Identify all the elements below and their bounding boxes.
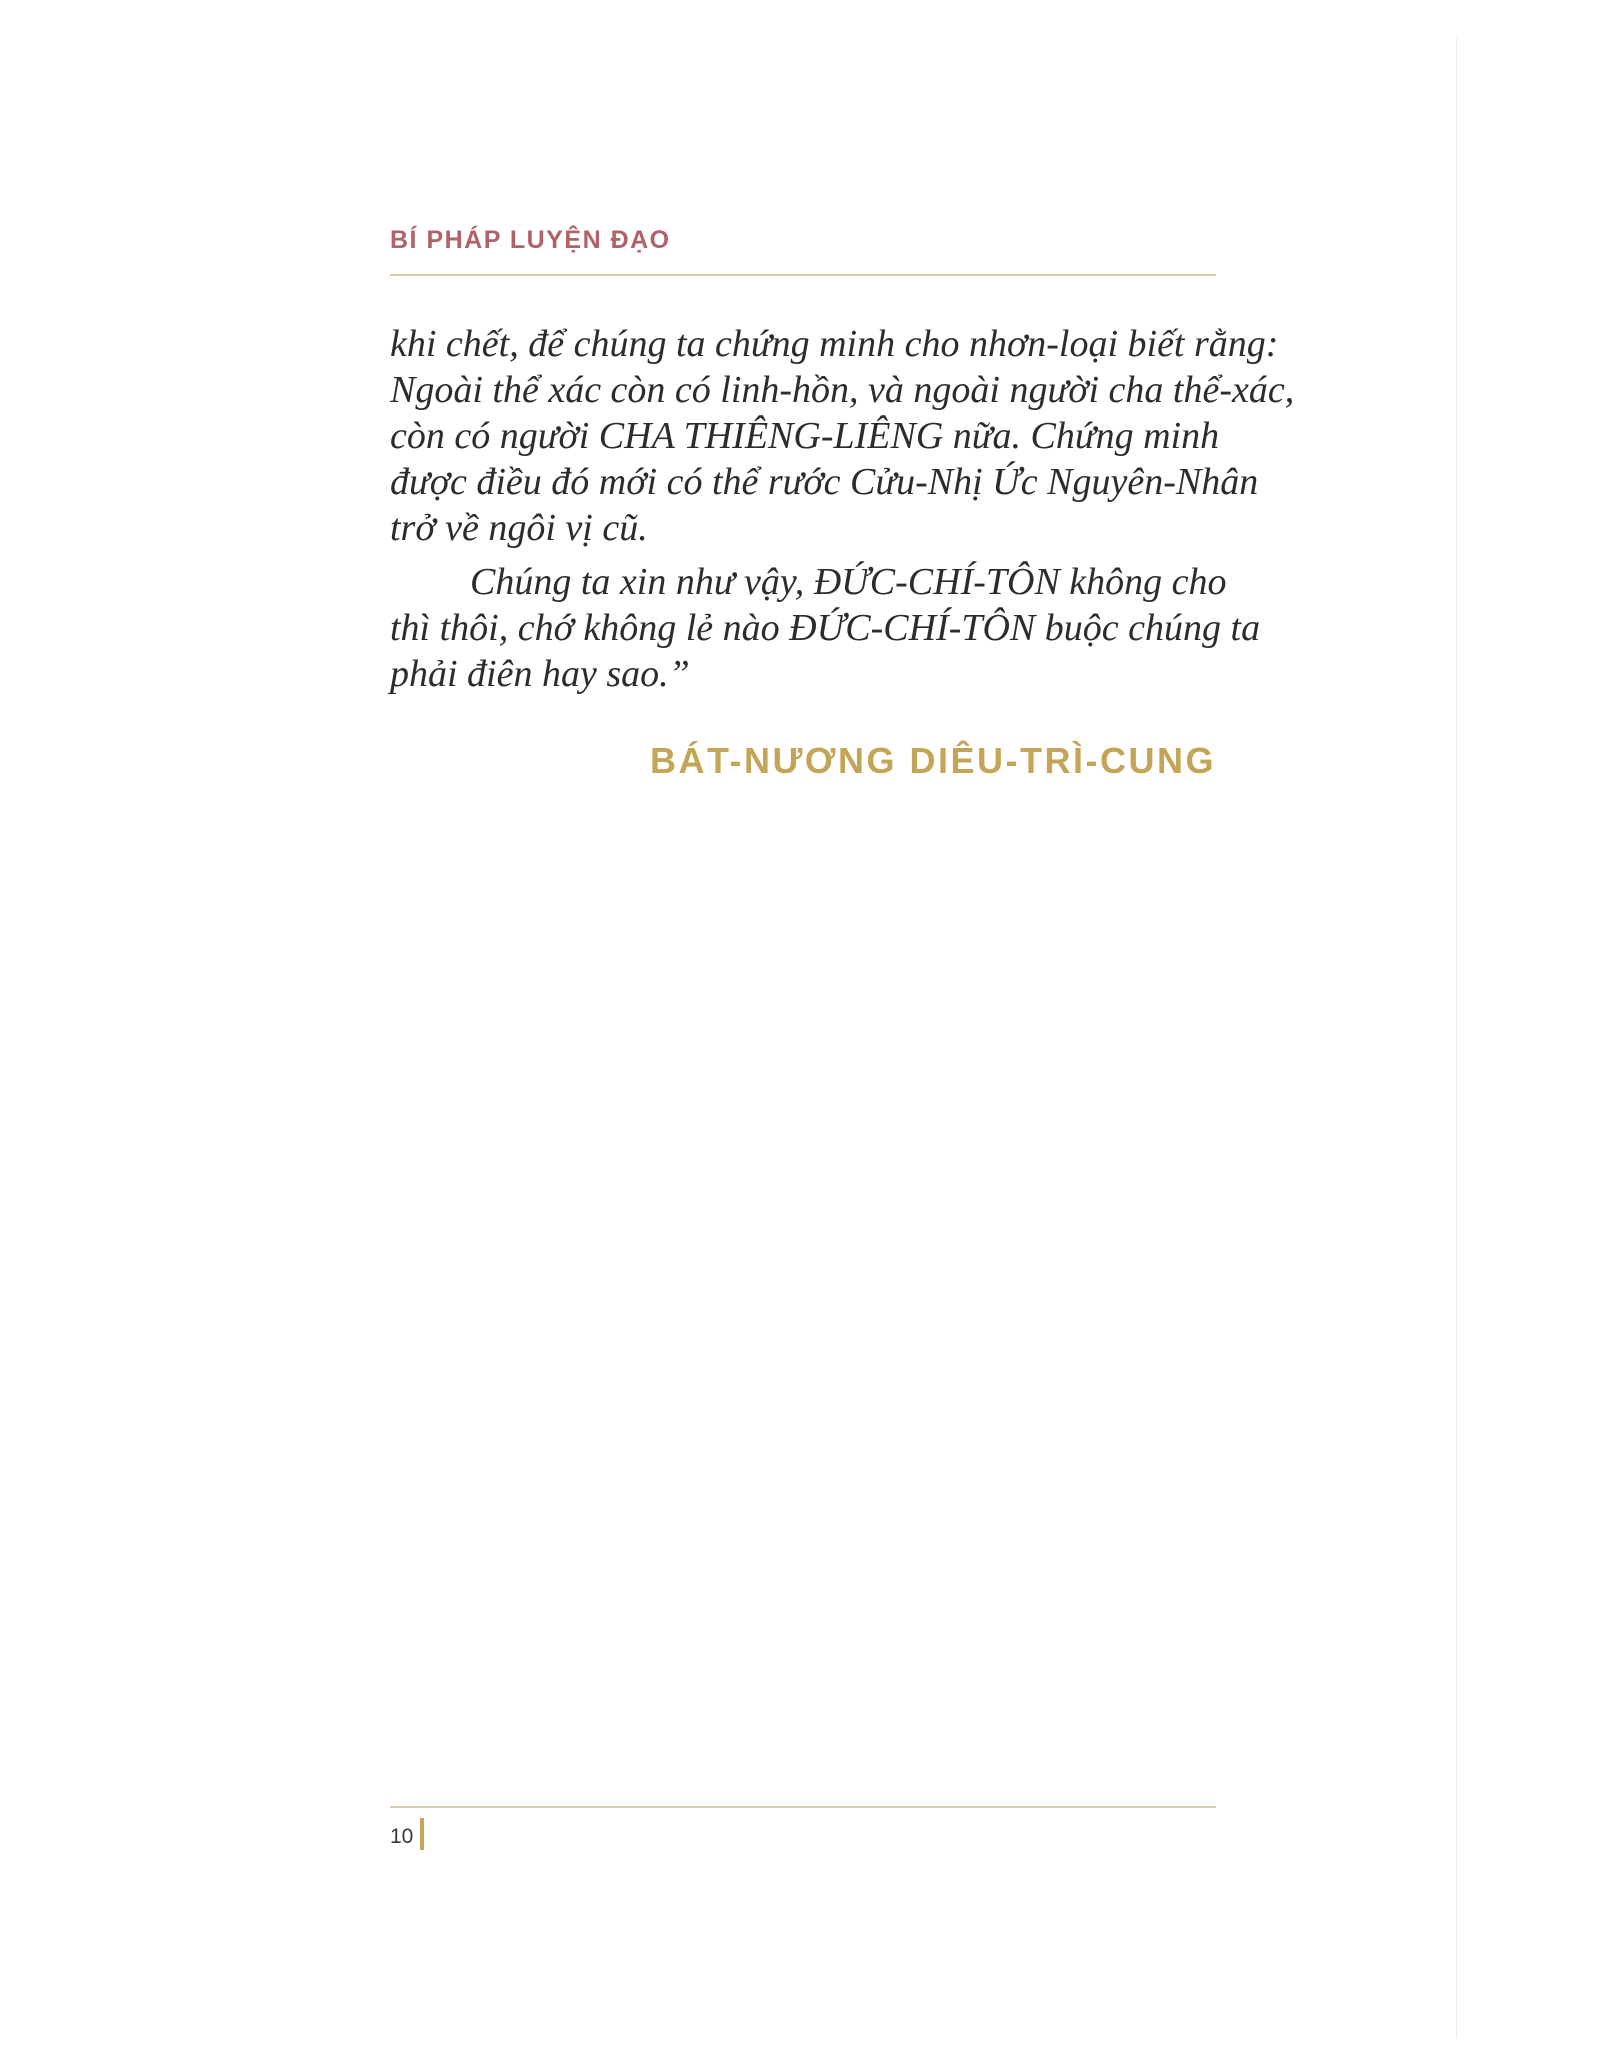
body-line: khi chết, để chúng ta chứng minh cho nhơn-loại biết rằng: — [390, 323, 1279, 365]
body-line: Chúng ta xin như vậy, ĐỨC-CHÍ-TÔN không cho — [470, 561, 1227, 603]
page-edge — [1456, 38, 1457, 2038]
footer-rule — [390, 1806, 1216, 1808]
signature: BÁT-NƯƠNG DIÊU-TRÌ-CUNG — [649, 740, 1216, 781]
running-header: BÍ PHÁP LUYỆN ĐẠO — [390, 226, 671, 254]
page-number-bar — [420, 1818, 424, 1850]
body-line: Ngoài thể xác còn có linh-hồn, và ngoài người cha thể-xác, — [390, 369, 1295, 411]
body-line: trở về ngôi vị cũ. — [390, 507, 648, 549]
body-text — [390, 321, 1295, 697]
body-line: còn có người CHA THIÊNG-LIÊNG nữa. Chứng minh — [390, 415, 1220, 457]
page-number: 10 — [390, 1825, 414, 1848]
body-line: phải điên hay sao.” — [390, 653, 690, 695]
body-line: thì thôi, chớ không lẻ nào ĐỨC-CHÍ-TÔN buộc chúng ta — [390, 607, 1261, 649]
header-rule — [390, 274, 1216, 276]
body-line: được điều đó mới có thể rước Cửu-Nhị Ức Nguyên-Nhân — [390, 461, 1259, 503]
